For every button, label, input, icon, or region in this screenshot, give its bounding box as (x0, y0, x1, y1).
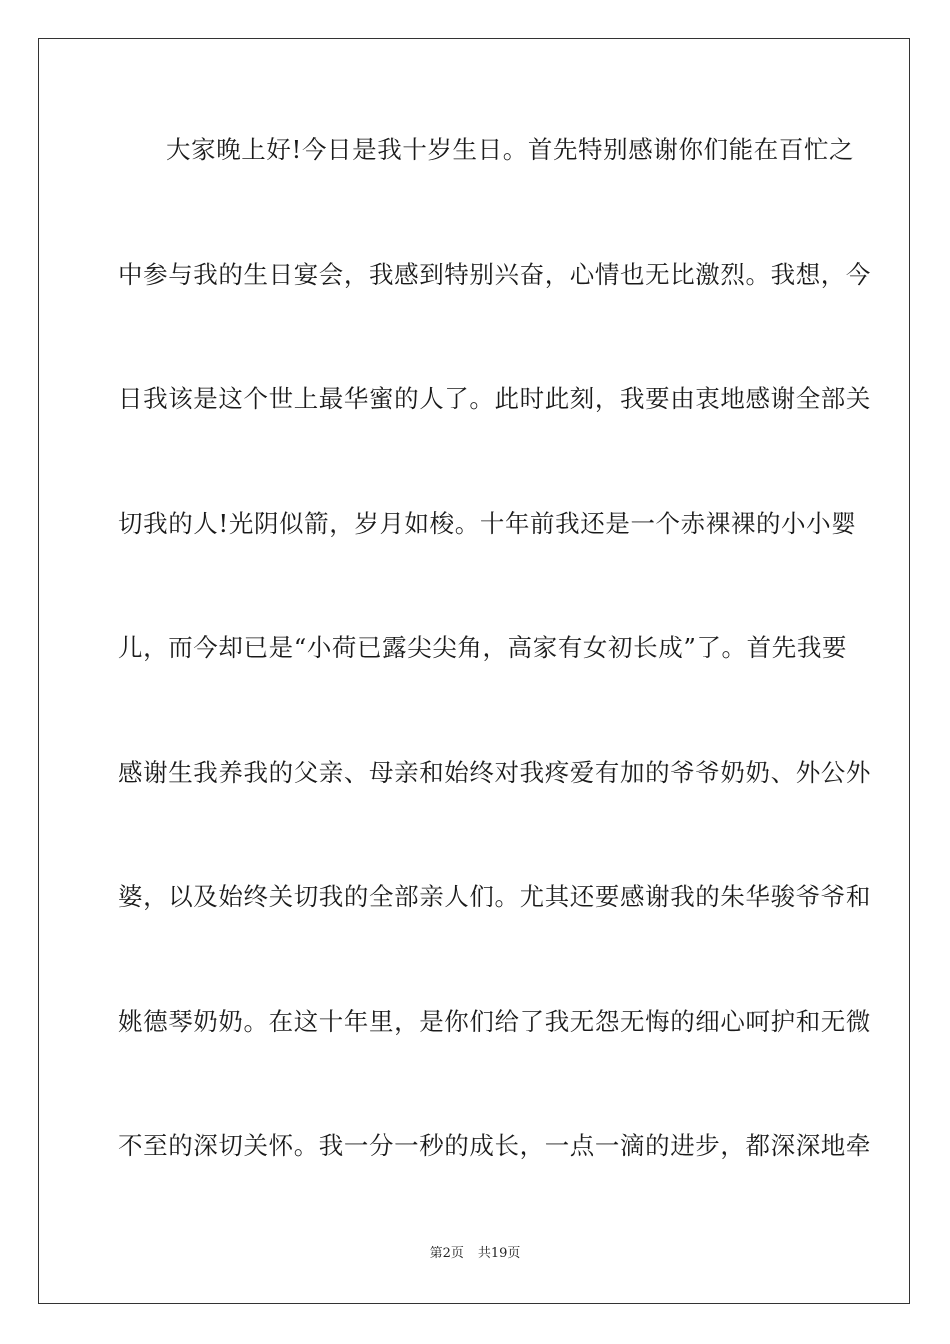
page-footer (0, 1246, 950, 1262)
body-text-line-6: 感谢生我养我的父亲、母亲和始终对我疼爱有加的爷爷奶奶、外公外 (118, 758, 871, 787)
body-text-line-1: 大家晚上好!今日是我十岁生日。首先特别感谢你们能在百忙之 (166, 135, 855, 164)
body-text-line-2: 中参与我的生日宴会，我感到特别兴奋，心情也无比激烈。我想，今 (118, 260, 871, 289)
body-text-line-9: 不至的深切关怀。我一分一秒的成长，一点一滴的进步，都深深地牵 (118, 1131, 871, 1160)
total-pages: 共19页 (477, 1246, 521, 1261)
body-text-line-8: 姚德琴奶奶。在这十年里，是你们给了我无怨无悔的细心呵护和无微 (118, 1007, 871, 1036)
body-text-line-4: 切我的人!光阴似箭，岁月如梭。十年前我还是一个赤裸裸的小小婴 (118, 509, 857, 538)
body-text-line-3: 日我该是这个世上最华蜜的人了。此时此刻，我要由衷地感谢全部关 (118, 384, 871, 413)
page-number: 第2页 (429, 1246, 464, 1261)
page-border (38, 38, 910, 1304)
body-text-line-5: 儿，而今却已是“小荷已露尖尖角，高家有女初长成”了。首先我要 (118, 633, 848, 662)
body-text-line-7: 婆，以及始终关切我的全部亲人们。尤其还要感谢我的朱华骏爷爷和 (118, 882, 871, 911)
